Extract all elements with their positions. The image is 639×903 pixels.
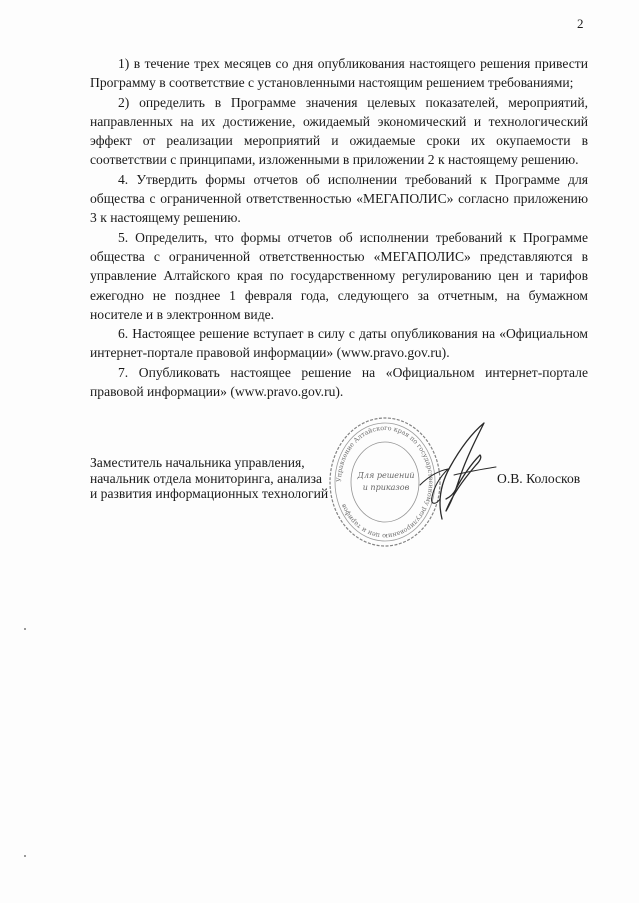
seal-ring-text: Управление Алтайского края по государственному регулированию цен и тарифов bbox=[334, 423, 436, 541]
seal-center-text-2: и приказов bbox=[362, 483, 410, 492]
position-line-3: и развития информационных технологий bbox=[90, 486, 329, 501]
document-body bbox=[90, 54, 588, 401]
paragraph-1: 1) в течение трех месяцев со дня опубликования настоящего решения привести Программу в соответствие с установленными настоящим решением требованиями; bbox=[90, 56, 588, 91]
paragraph-2: 2) определить в Программе значения целевых показателей, мероприятий, направленных на их достижение, ожидаемый экономический и технологический эффект от реализации мероприятий и ожидаемые сроки их окупаемости в соответствии с принципами, изложенными в приложении 2 к настоящему решению. bbox=[90, 94, 588, 168]
paragraph-5: 5. Определить, что формы отчетов об исполнении требований к Программе общества с ограниченной ответственностью «МЕГАПОЛИС» представляются в управление Алтайского края по государственному регулированию цен и тарифов ежегодно не позднее 1 февраля года, следующего за отчетным, на бумажном носителе и в электронном виде. bbox=[90, 229, 588, 322]
signer-name: О.В. Колосков bbox=[497, 471, 581, 486]
paragraph-6: 6. Настоящее решение вступает в силу с даты опубликования на «Официальном интернет-портале правовой информации» (www.pravo.gov.ru). bbox=[90, 326, 588, 361]
paragraph-4: 4. Утвердить формы отчетов об исполнении требований к Программе для общества с ограниченной ответственностью «МЕГАПОЛИС» согласно приложению 3 к настоящему решению. bbox=[90, 171, 588, 226]
page-number: 2 bbox=[577, 16, 584, 31]
scan-speck bbox=[24, 855, 26, 857]
position-line-2: начальник отдела мониторинга, анализа bbox=[90, 470, 323, 486]
signatory-position bbox=[90, 455, 328, 502]
position-line-1: Заместитель начальника управления, bbox=[90, 455, 305, 470]
scan-speck bbox=[24, 628, 26, 630]
seal-center-text-1: Для решений bbox=[357, 471, 415, 480]
handwritten-signature bbox=[380, 415, 500, 525]
paragraph-7: 7. Опубликовать настоящее решение на «Официальном интернет-портале правовой информации» (www.pravo.gov.ru). bbox=[90, 364, 588, 400]
